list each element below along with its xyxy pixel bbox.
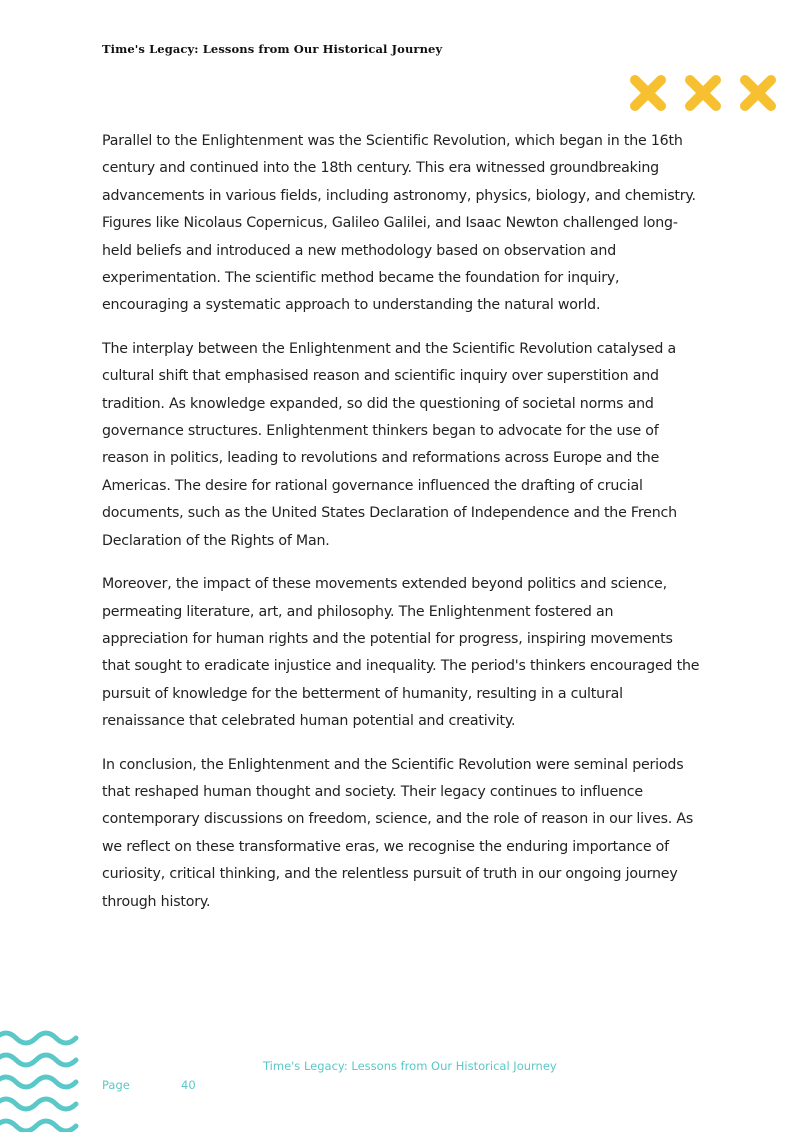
paragraph: Moreover, the impact of these movements extended beyond politics and science, permeating literature, art, and philosophy. The Enlightenment fostered an appreciation for human rights and the potential for progress, inspiring movements that sought to eradicate injustice and inequality. The period's thinkers encouraged the pursuit of knowledge for the betterment of humanity, resulting in a cultural renaissance that celebrated human potential and creativity. <box>102 576 700 730</box>
running-header: Time's Legacy: Lessons from Our Historical Journey <box>102 42 443 56</box>
footer-title: Time's Legacy: Lessons from Our Historical Journey <box>263 1059 557 1073</box>
x-mark-icon <box>683 73 723 113</box>
wave-decoration-icon <box>0 1026 84 1132</box>
page-label: Page <box>102 1078 130 1092</box>
paragraph: In conclusion, the Enlightenment and the Scientific Revolution were seminal periods that reshaped human thought and society. Their legacy continues to influence contemporary discussions on freedom, science, and the role of reason in our lives. As we reflect on these transformative eras, we recognise the enduring importance of curiosity, critical thinking, and the relentless pursuit of truth in our ongoing journey through history. <box>102 756 694 910</box>
decorative-crosses <box>628 73 778 113</box>
page-number: 40 <box>181 1078 196 1092</box>
paragraph: The interplay between the Enlightenment and the Scientific Revolution catalysed a cultural shift that emphasised reason and scientific inquiry over superstition and tradition. As knowledge expanded, so did the questioning of societal norms and governance structures. Enlightenment thinkers began to advocate for the use of reason in politics, leading to revolutions and reformations across Europe and the Americas. The desire for rational governance influenced the drafting of crucial documents, such as the United States Declaration of Independence and the French Declaration of the Rights of Man. <box>102 340 677 549</box>
x-mark-icon <box>738 73 778 113</box>
body-text <box>102 128 702 932</box>
paragraph: Parallel to the Enlightenment was the Scientific Revolution, which began in the 16th century and continued into the 18th century. This era witnessed groundbreaking advancements in various fields, including astronomy, physics, biology, and chemistry. Figures like Nicolaus Copernicus, Galileo Galilei, and Isaac Newton challenged long-held beliefs and introduced a new methodology based on observation and experimentation. The scientific method became the foundation for inquiry, encouraging a systematic approach to understanding the natural world. <box>102 133 696 314</box>
x-mark-icon <box>628 73 668 113</box>
